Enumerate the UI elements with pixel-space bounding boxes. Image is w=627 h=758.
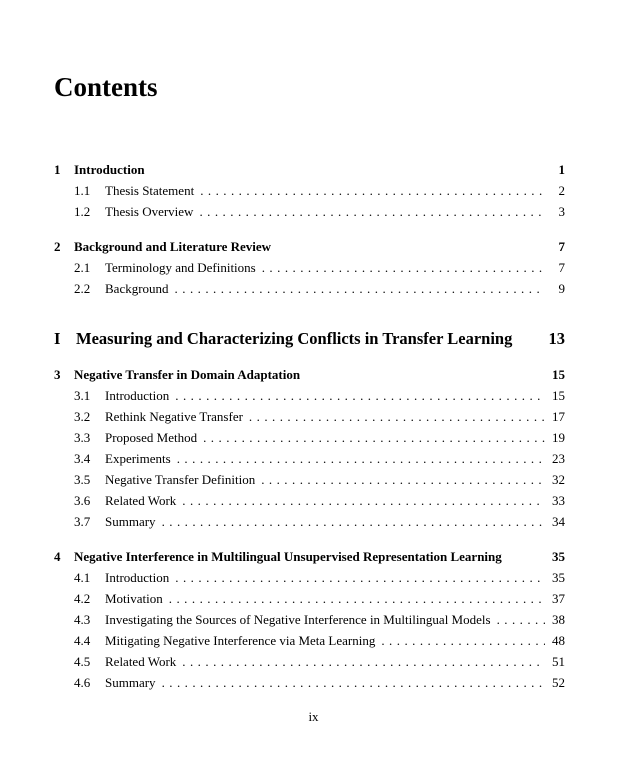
toc-entry-number: 4.5 (74, 654, 91, 669)
toc-section-3-5[interactable] (54, 471, 565, 489)
toc-entry-page: 34 (552, 514, 565, 529)
toc-entry-number: 2.1 (74, 260, 91, 275)
toc-section-3-3[interactable] (54, 429, 565, 447)
dot-leader (381, 632, 545, 650)
toc-entry-label: Rethink Negative Transfer (105, 409, 243, 424)
dot-leader (175, 280, 545, 298)
toc-entry-number: 4.3 (74, 612, 91, 627)
toc-entry-label: Terminology and Definitions (105, 260, 256, 275)
toc-entry-number: 3.7 (74, 514, 91, 529)
toc-entry-page: 13 (548, 329, 565, 348)
toc-entry-label: Negative Transfer in Domain Adaptation (74, 367, 301, 382)
toc-section-3-7[interactable] (54, 513, 565, 531)
toc-entry-page: 51 (552, 654, 565, 669)
page-title: Contents (54, 72, 158, 102)
dot-leader (200, 182, 545, 200)
toc-entry-number: 2 (54, 239, 61, 254)
toc-section-1-2[interactable] (54, 203, 565, 221)
toc-entry-number: 4.1 (74, 570, 91, 585)
toc-entry-page: 17 (552, 409, 565, 424)
toc-entry-number: 1.1 (74, 183, 91, 198)
toc-entry-page: 7 (558, 239, 565, 254)
toc-entry-label: Introduction (105, 570, 170, 585)
dot-leader (497, 611, 545, 629)
toc-entry-number: 3.2 (74, 409, 91, 424)
dot-leader (261, 471, 545, 489)
toc-entry-label: Investigating the Sources of Negative Interference in Multilingual Models (105, 612, 491, 627)
toc-entry-label: Background (105, 281, 169, 296)
toc-entry-page: 35 (552, 570, 565, 585)
toc-entry-label: Measuring and Characterizing Conflicts in Transfer Learning (76, 329, 513, 348)
dot-leader (177, 450, 545, 468)
toc-section-2-1[interactable] (54, 259, 565, 277)
dot-leader (175, 387, 545, 405)
toc-entry-page: 35 (552, 549, 565, 564)
toc-entry-label: Experiments (105, 451, 171, 466)
toc-chapter-3[interactable] (54, 366, 565, 384)
toc-section-2-2[interactable] (54, 280, 565, 298)
toc-section-3-6[interactable] (54, 492, 565, 510)
toc-entry-label: Proposed Method (105, 430, 198, 445)
toc-entry-number: 3.5 (74, 472, 91, 487)
toc-entry-number: 3 (54, 367, 61, 382)
toc-section-4-1[interactable] (54, 569, 565, 587)
toc-entry-page: 52 (552, 675, 565, 690)
toc-chapter-1[interactable] (54, 161, 565, 179)
toc-entry-label: Motivation (105, 591, 163, 606)
dot-leader (175, 569, 545, 587)
toc-entry-number: 2.2 (74, 281, 91, 296)
dot-leader (182, 653, 545, 671)
toc-section-3-4[interactable] (54, 450, 565, 468)
toc-entry-label: Summary (105, 675, 156, 690)
toc-entry-page: 15 (552, 388, 565, 403)
toc-section-3-1[interactable] (54, 387, 565, 405)
toc-entry-page: 33 (552, 493, 565, 508)
toc-part-I[interactable] (54, 328, 565, 350)
toc-entry-number: 1 (54, 162, 61, 177)
toc-section-1-1[interactable] (54, 182, 565, 200)
toc-section-4-2[interactable] (54, 590, 565, 608)
toc-entry-label: Summary (105, 514, 156, 529)
toc-entry-page: 3 (558, 204, 565, 219)
toc-section-4-6[interactable] (54, 674, 565, 692)
toc-entry-page: 1 (558, 162, 565, 177)
toc-entry-number: 4.4 (74, 633, 91, 648)
toc-section-4-3[interactable] (54, 611, 565, 629)
toc-entry-label: Mitigating Negative Interference via Meta Learning (105, 633, 376, 648)
dot-leader (203, 429, 545, 447)
toc-entry-number: 4.6 (74, 675, 91, 690)
toc-entry-label: Thesis Statement (105, 183, 195, 198)
dot-leader (162, 674, 545, 692)
toc-entry-page: 2 (558, 183, 565, 198)
toc-section-4-4[interactable] (54, 632, 565, 650)
toc-entry-label: Related Work (105, 493, 177, 508)
toc-entry-label: Background and Literature Review (74, 239, 272, 254)
toc-entry-page: 19 (552, 430, 565, 445)
toc-entry-label: Negative Transfer Definition (105, 472, 256, 487)
toc-entry-number: 3.3 (74, 430, 91, 445)
toc-chapter-2[interactable] (54, 238, 565, 256)
toc-entry-label: Negative Interference in Multilingual Unsupervised Representation Learning (74, 549, 502, 564)
toc-section-3-2[interactable] (54, 408, 565, 426)
toc-entry-number: 3.6 (74, 493, 91, 508)
dot-leader (249, 408, 545, 426)
toc-entry-label: Introduction (105, 388, 170, 403)
toc-entry-page: 7 (558, 260, 565, 275)
toc-entry-number: 4 (54, 549, 61, 564)
toc-section-4-5[interactable] (54, 653, 565, 671)
toc-entry-label: Thesis Overview (105, 204, 194, 219)
dot-leader (162, 513, 545, 531)
toc-entry-number: 4.2 (74, 591, 91, 606)
toc-entry-page: 37 (552, 591, 565, 606)
toc-entry-page: 9 (558, 281, 565, 296)
toc-entry-page: 15 (552, 367, 565, 382)
toc-entry-page: 23 (552, 451, 565, 466)
toc-entry-number: 1.2 (74, 204, 91, 219)
dot-leader (199, 203, 545, 221)
toc-entry-page: 48 (552, 633, 565, 648)
toc-entry-page: 38 (552, 612, 565, 627)
toc-entry-number: I (54, 329, 61, 348)
toc-entry-label: Related Work (105, 654, 177, 669)
toc-entry-label: Introduction (74, 162, 145, 177)
page-number: ix (308, 709, 319, 724)
toc-chapter-4[interactable] (54, 548, 565, 566)
toc-entry-page: 32 (552, 472, 565, 487)
dot-leader (262, 259, 545, 277)
toc-entry-number: 3.1 (74, 388, 91, 403)
dot-leader (169, 590, 545, 608)
dot-leader (182, 492, 545, 510)
toc-entry-number: 3.4 (74, 451, 91, 466)
